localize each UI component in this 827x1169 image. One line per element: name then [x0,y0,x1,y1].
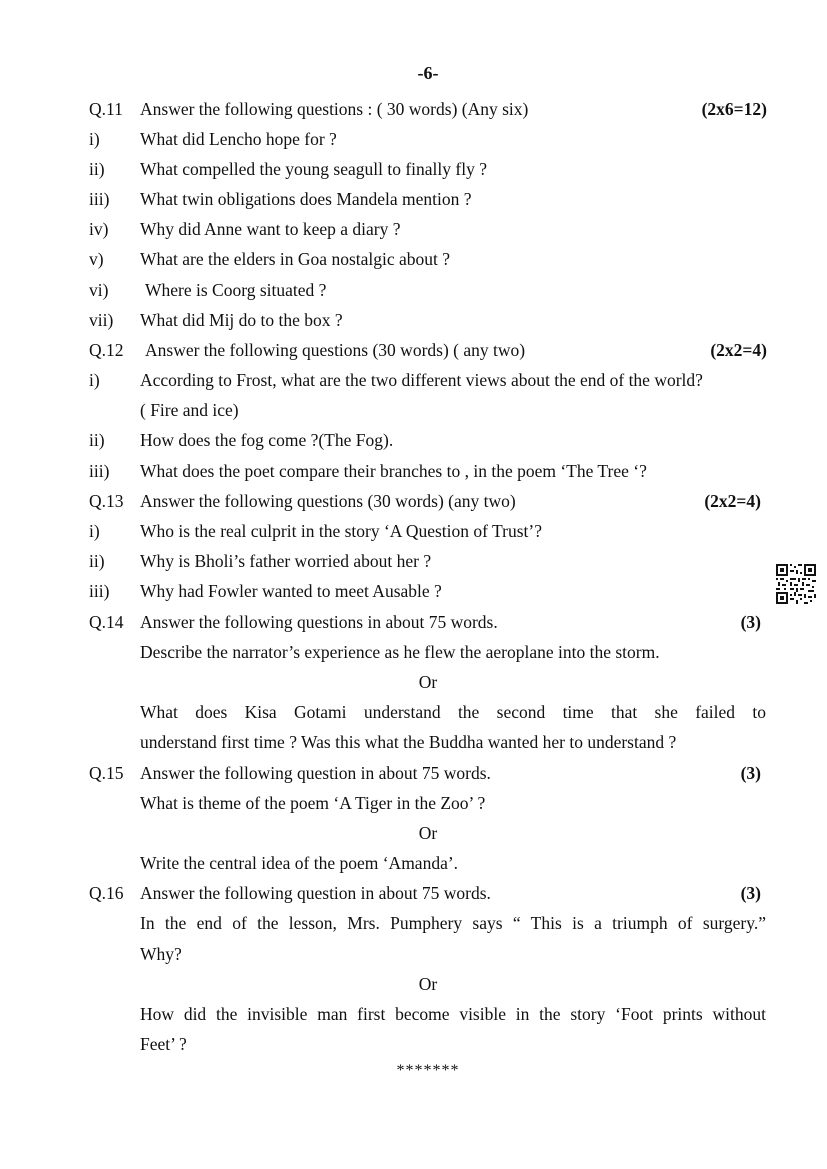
or-text: Or [418,672,438,692]
item-number: ii) [89,430,105,450]
list-item [0,216,827,242]
q16-label: Q.16 [89,883,124,903]
question-option [0,850,827,876]
item-number: i) [89,129,100,149]
q11-marks: (2x6=12) [701,99,767,119]
item-number: ii) [89,159,105,179]
question-text: What is theme of the poem ‘A Tiger in the Zoo’ ? [140,793,486,813]
question-text: What did Mij do to the box ? [140,310,343,330]
list-item [0,246,827,272]
question-text: What does Kisa Gotami understand the second time that she failed to [140,702,766,722]
question-text: According to Frost, what are the two different views about the end of the world? [140,370,703,390]
q14-instruction: Answer the following questions in about 75 words. [140,612,498,632]
or-separator [0,971,827,997]
q16-header [0,880,827,906]
list-item [0,427,827,453]
question-text: Why is Bholi’s father worried about her ? [140,551,432,571]
list-item [0,548,827,574]
or-separator [0,669,827,695]
item-number: iii) [89,581,110,601]
list-item [0,458,827,484]
question-text: What does the poet compare their branches to , in the poem ‘The Tree ‘? [140,461,647,481]
list-item [0,156,827,182]
item-number: iii) [89,461,110,481]
q15-marks: (3) [740,763,761,783]
question-text: Describe the narrator’s experience as he flew the aeroplane into the storm. [140,642,660,662]
question-text: Why did Anne want to keep a diary ? [140,219,401,239]
question-text: Where is Coorg situated ? [145,280,327,300]
item-number: iii) [89,189,110,209]
list-item [0,367,827,393]
question-text: What twin obligations does Mandela mention ? [140,189,472,209]
item-number: i) [89,370,100,390]
question-option [0,910,827,936]
item-number: v) [89,249,104,269]
item-number: ii) [89,551,105,571]
end-marker: ******* [396,1062,460,1079]
item-number: vii) [89,310,114,330]
q12-label: Q.12 [89,340,124,360]
question-text: understand first time ? Was this what the Buddha wanted her to understand ? [140,732,677,752]
question-text: What did Lencho hope for ? [140,129,337,149]
item-number: vi) [89,280,109,300]
question-text: In the end of the lesson, Mrs. Pumphery says “ This is a triumph of surgery.” [140,913,766,933]
q15-header [0,760,827,786]
or-separator [0,820,827,846]
question-text: Who is the real culprit in the story ‘A Question of Trust’? [140,521,542,541]
qr-code-icon [776,564,816,604]
list-item [0,277,827,303]
list-item [0,518,827,544]
q13-marks: (2x2=4) [704,491,761,511]
list-item [0,126,827,152]
question-option [0,1001,827,1027]
q12-header [0,337,827,363]
q13-instruction: Answer the following questions (30 words) (any two) [140,491,516,511]
q13-label: Q.13 [89,491,124,511]
q11-header [0,96,827,122]
q15-instruction: Answer the following question in about 75 words. [140,763,491,783]
q16-marks: (3) [740,883,761,903]
q12-marks: (2x2=4) [710,340,767,360]
list-item [0,578,827,604]
or-text: Or [418,974,438,994]
q12-instruction: Answer the following questions (30 words) ( any two) [145,340,526,360]
question-text: Why had Fowler wanted to meet Ausable ? [140,581,442,601]
question-text: What are the elders in Goa nostalgic about ? [140,249,451,269]
q14-header [0,609,827,635]
question-text: How did the invisible man first become visible in the story ‘Foot prints without [140,1004,766,1024]
question-continuation [0,941,827,967]
q13-header [0,488,827,514]
question-text: What compelled the young seagull to finally fly ? [140,159,487,179]
question-option [0,639,827,665]
question-text: ( Fire and ice) [140,400,239,420]
page-number: -6- [417,63,439,83]
q16-instruction: Answer the following question in about 75 words. [140,883,491,903]
list-item [0,186,827,212]
question-text: How does the fog come ?(The Fog). [140,430,394,450]
question-continuation [0,729,827,755]
q11-instruction: Answer the following questions : ( 30 words) (Any six) [140,99,529,119]
q11-label: Q.11 [89,99,123,119]
question-option [0,699,827,725]
item-number: iv) [89,219,109,239]
or-text: Or [418,823,438,843]
question-continuation [0,397,827,423]
q14-marks: (3) [740,612,761,632]
list-item [0,307,827,333]
question-option [0,790,827,816]
q15-label: Q.15 [89,763,124,783]
question-text: Write the central idea of the poem ‘Amanda’. [140,853,459,873]
item-number: i) [89,521,100,541]
q14-label: Q.14 [89,612,124,632]
question-continuation [0,1031,827,1057]
question-text: Feet’ ? [140,1034,187,1054]
question-text: Why? [140,944,182,964]
